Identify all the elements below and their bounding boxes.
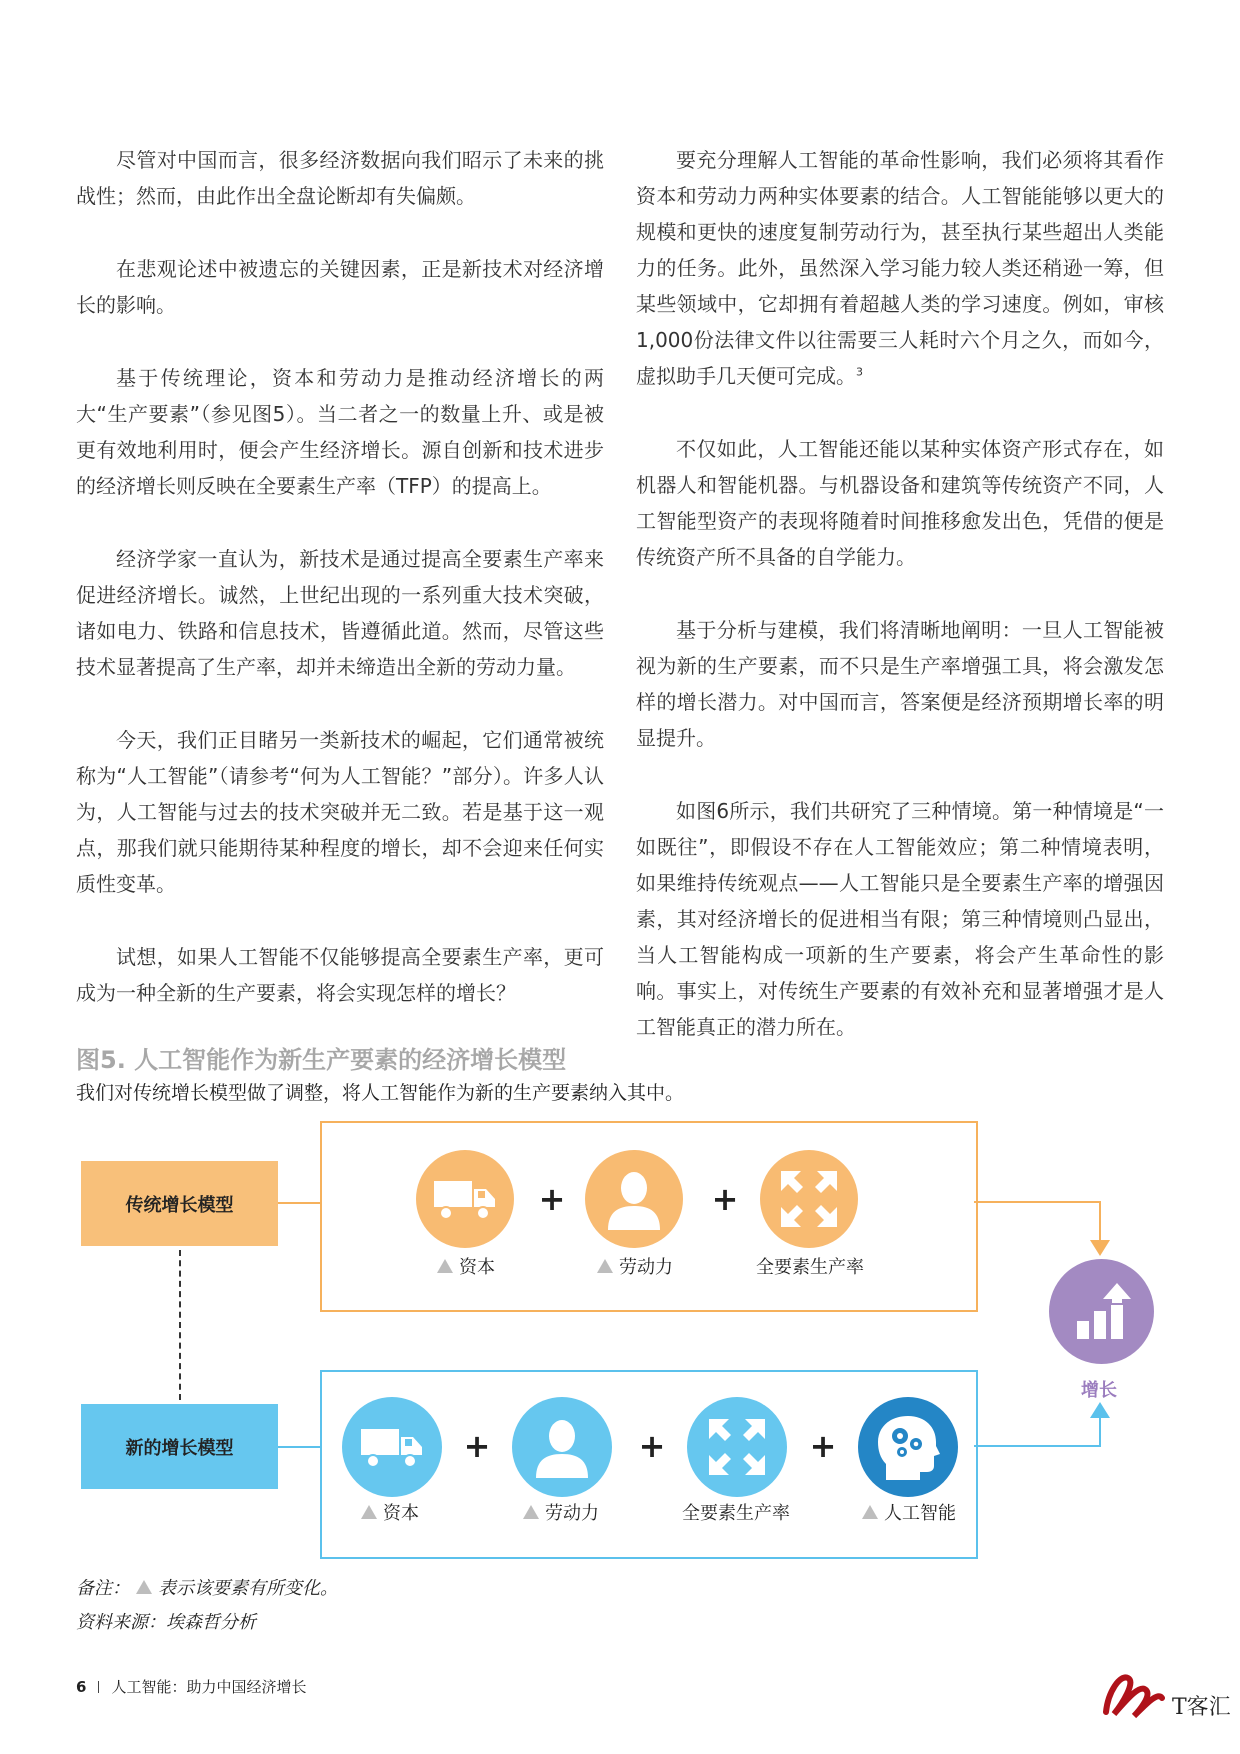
expand-arrows-icon (779, 1169, 839, 1229)
plus-sign: + (463, 1427, 491, 1465)
expand-arrows-icon (707, 1417, 767, 1477)
plus-sign: + (711, 1180, 739, 1218)
growth-chart-icon (1071, 1281, 1133, 1343)
paragraph: 不仅如此，人工智能还能以某种实体资产形式存在，如机器人和智能机器。与机器设备和建筑等传统资产不同，人工智能型资产的表现将随着时间推移愈发出色，凭借的便是传统资产所不具备的自学能力。 (636, 437, 1164, 569)
paragraph (636, 142, 1164, 394)
connector-line (278, 1202, 320, 1204)
page-number: 6 (76, 1677, 87, 1696)
tfp-label: 全要素生产率 (756, 1257, 864, 1278)
left-column (76, 142, 604, 1048)
truck-icon (432, 1177, 498, 1221)
capital-circle (416, 1150, 514, 1248)
change-marker-icon (523, 1505, 539, 1519)
arrow-to-growth-top (974, 1196, 1114, 1260)
paragraph: 今天，我们正目睹另一类新技术的崛起，它们通常被统称为“人工智能”（请参考“何为人工智能？”部分）。许多人认为，人工智能与过去的技术突破并无二致。若是基于这一观点，那我们就只能期待某种程度的增长，却不会迎来任何实质性变革。 (76, 728, 604, 896)
figure-subtitle: 我们对传统增长模型做了调整，将人工智能作为新的生产要素纳入其中。 (76, 1082, 685, 1104)
arrow-to-growth-bottom (974, 1402, 1114, 1462)
tfp-caption (682, 1499, 790, 1525)
paragraph: 基于传统理论，资本和劳动力是推动经济增长的两大“生产要素”（参见图5）。当二者之一的数量上升、或是被更有效地利用时，便会产生经济增长。源自创新和技术进步的经济增长则反映在全要素生产率（TFP）的提高上。 (76, 366, 604, 498)
brain-gears-icon (876, 1414, 940, 1480)
change-marker-icon (136, 1580, 152, 1594)
paragraph: 尽管对中国而言，很多经济数据向我们昭示了未来的挑战性；然而，由此作出全盘论断却有失偏颇。 (76, 148, 604, 208)
labor-label: 劳动力 (619, 1257, 673, 1278)
labor-label: 劳动力 (545, 1503, 599, 1524)
labor-circle (512, 1397, 612, 1497)
plus-sign: + (809, 1427, 837, 1465)
capital-caption (437, 1253, 495, 1279)
footnote-ref[interactable]: 3 (856, 365, 863, 379)
paragraph-text: 要充分理解人工智能的革命性影响，我们必须将其看作资本和劳动力两种实体要素的结合。人工智能能够以更大的规模和更快的速度复制劳动行为，甚至执行某些超出人类能力的任务。此外，虽然深入学习能力较人类还稍逊一筹，但某些领域中，它却拥有着超越人类的学习速度。例如，审核1,000份法律文件以往需要三人耗时六个月之久，而如今，虚拟助手几天便可完成。 (636, 148, 1164, 388)
truck-icon (359, 1425, 425, 1469)
footer-divider (98, 1681, 99, 1693)
change-marker-icon (862, 1505, 878, 1519)
note-text: 表示该要素有所变化。 (158, 1578, 338, 1599)
new-model-label: 新的增长模型 (81, 1404, 278, 1489)
labor-caption (597, 1253, 673, 1279)
ai-label: 人工智能 (884, 1503, 956, 1524)
tfp-circle (687, 1397, 787, 1497)
capital-label: 资本 (383, 1503, 419, 1524)
watermark-text: T客汇 (1172, 1695, 1231, 1720)
paragraph: 试想，如果人工智能不仅能够提高全要素生产率，更可成为一种全新的生产要素，将会实现怎样的增长？ (76, 945, 604, 1005)
right-column (636, 142, 1164, 1082)
ai-caption (862, 1499, 956, 1525)
capital-label: 资本 (459, 1257, 495, 1278)
figure-title: 图5. 人工智能作为新生产要素的经济增长模型 (76, 1046, 567, 1074)
tfp-circle (760, 1150, 858, 1248)
traditional-model-label: 传统增长模型 (81, 1161, 278, 1246)
tfp-caption (756, 1253, 864, 1279)
dashed-connector (179, 1250, 181, 1400)
growth-circle (1049, 1259, 1154, 1364)
capital-circle (342, 1397, 442, 1497)
figure-source: 资料来源：埃森哲分析 (76, 1612, 256, 1633)
tfp-label: 全要素生产率 (682, 1503, 790, 1524)
note-prefix: 备注： (76, 1578, 130, 1599)
capital-caption (361, 1499, 419, 1525)
paragraph: 如图6所示，我们共研究了三种情境。第一种情境是“一如既往”，即假设不存在人工智能效应；第二种情境表明，如果维持传统观点——人工智能只是全要素生产率的增强因素，其对经济增长的促进相当有限；第三种情境则凸显出，当人工智能构成一项新的生产要素，将会产生革命性的影响。事实上，对传统生产要素的有效补充和显著增强才是人工智能真正的潜力所在。 (636, 799, 1164, 1039)
plus-sign: + (638, 1427, 666, 1465)
labor-circle (585, 1150, 683, 1248)
plus-sign: + (538, 1180, 566, 1218)
connector-line (278, 1446, 320, 1448)
person-icon (532, 1416, 592, 1478)
paragraph: 基于分析与建模，我们将清晰地阐明：一旦人工智能被视为新的生产要素，而不只是生产率增强工具，将会激发怎样的增长潜力。对中国而言，答案便是经济预期增长率的明显提升。 (636, 618, 1164, 750)
labor-caption (523, 1499, 599, 1525)
change-marker-icon (437, 1259, 453, 1273)
growth-label: 增长 (1081, 1380, 1117, 1401)
figure-note (76, 1574, 338, 1600)
change-marker-icon (361, 1505, 377, 1519)
footer-title: 人工智能：助力中国经济增长 (111, 1678, 307, 1696)
person-icon (604, 1168, 664, 1230)
change-marker-icon (597, 1259, 613, 1273)
paragraph: 经济学家一直认为，新技术是通过提高全要素生产率来促进经济增长。诚然，上世纪出现的一系列重大技术突破，诸如电力、铁路和信息技术，皆遵循此道。然而，尽管这些技术显著提高了生产率，却并未缔造出全新的劳动力量。 (76, 547, 604, 679)
paragraph: 在悲观论述中被遗忘的关键因素，正是新技术对经济增长的影响。 (76, 257, 604, 317)
page-footer (76, 1676, 306, 1697)
ai-circle (858, 1397, 958, 1497)
